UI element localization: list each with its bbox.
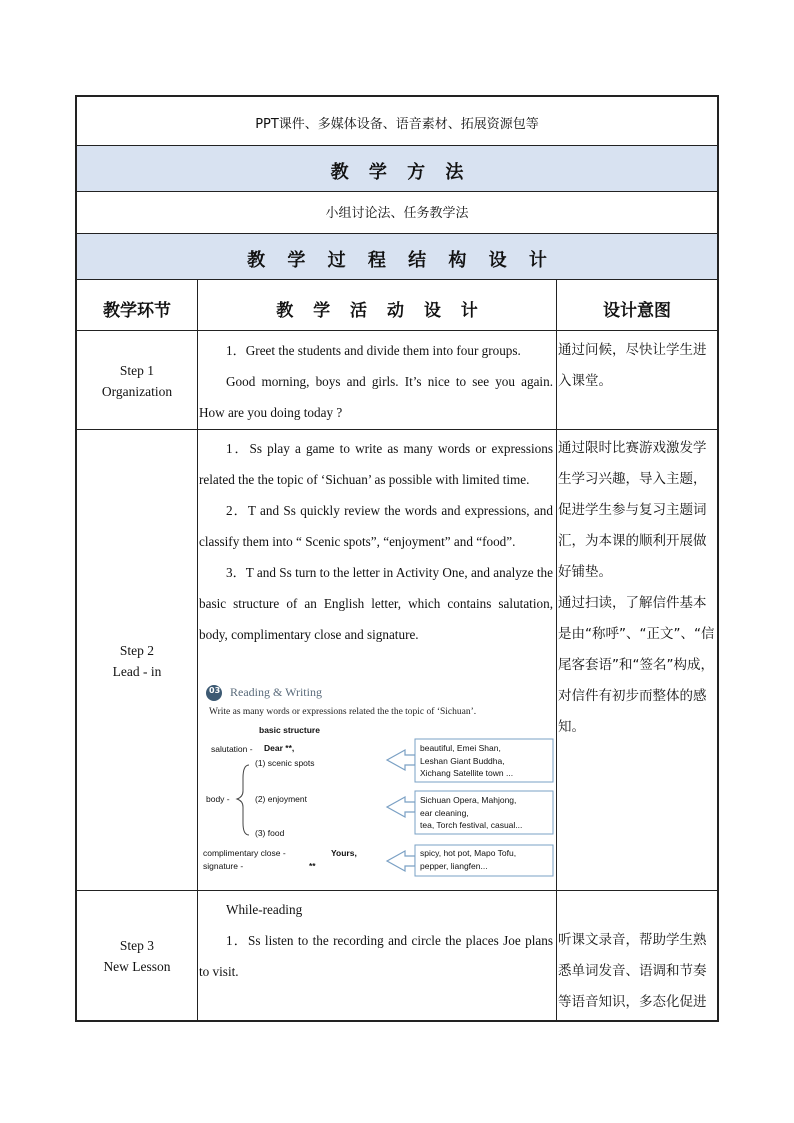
divider	[75, 191, 719, 192]
methods-text: 小组讨论法、任务教学法	[325, 206, 469, 221]
table-top-border	[75, 95, 719, 97]
activity-paragraph: 3．T and Ss turn to the letter in Activity One, and analyze the basic structure of an English letter, which contains salutation, body, complimentary close and signature.	[199, 565, 553, 642]
activity-paragraph: 1．Ss listen to the recording and circle the places Joe plans to visit.	[199, 933, 553, 979]
activity-paragraph: Good morning, boys and girls. It’s nice to see you again. How are you doing today ?	[199, 374, 553, 420]
close-label: complimentary close -	[203, 848, 286, 858]
table-right-border	[717, 95, 719, 1022]
step-name: Lead - in	[112, 664, 162, 679]
column-divider	[197, 279, 198, 1022]
step-3-activity	[199, 894, 553, 987]
step-1-activity	[199, 335, 553, 428]
activity-paragraph: 2．T and Ss quickly review the words and expressions, and classify them into “ Scenic spots”, “enjoyment” and “food”.	[199, 503, 553, 549]
activity-paragraph: 1．Greet the students and divide them into four groups.	[226, 343, 521, 358]
body-item: (3) food	[255, 828, 285, 838]
intent-paragraph: 通过限时比赛游戏激发学生学习兴趣，导入主题，促进学生参与复习主题词汇，为本课的顺利开展做好铺垫。	[558, 440, 707, 580]
arrow-icon	[387, 797, 415, 817]
example-box-text	[420, 742, 513, 780]
body-item: (1) scenic spots	[255, 758, 315, 768]
body-label: body -	[206, 794, 230, 804]
example-box-text	[420, 794, 522, 832]
signature-value: **	[309, 861, 316, 871]
example-line: beautiful, Emei Shan,	[420, 743, 501, 753]
slide-instruction: Write as many words or expressions related the the topic of ‘Sichuan’.	[209, 707, 477, 717]
divider	[75, 890, 719, 891]
example-line: ear cleaning,	[420, 807, 469, 818]
example-line: Leshan Giant Buddha,	[420, 755, 505, 766]
intent-paragraph: 通过扫读，了解信件基本是由“称呼”、“正文”、“信尾客套语”和“签名”构成，对信件有初步而整体的感知。	[558, 595, 715, 735]
table-left-border	[75, 95, 77, 1022]
divider	[75, 429, 719, 430]
column-divider	[556, 279, 557, 1022]
structure-heading: basic structure	[259, 725, 320, 735]
activity-paragraph: 1．Ss play a game to write as many words or expressions related the the topic of ‘Sichuan’ as possible with limited time.	[199, 441, 553, 487]
slide-title: Reading & Writing	[230, 685, 322, 699]
salutation-label: salutation -	[211, 744, 253, 754]
signature-label: signature -	[203, 861, 244, 871]
example-line: tea, Torch festival, casual...	[420, 820, 523, 830]
divider	[75, 279, 719, 280]
step-2-intent	[558, 433, 717, 743]
process-header: 教 学 过 程 结 构 设 计	[247, 250, 547, 271]
reading-writing-slide	[199, 683, 555, 886]
close-value: Yours,	[331, 848, 357, 858]
step-number: Step 1	[119, 363, 155, 378]
column-header-step: 教学环节	[103, 301, 171, 321]
example-line: pepper, liangfen...	[420, 860, 488, 871]
salutation-value: Dear **,	[264, 743, 295, 753]
badge-number: 03	[209, 686, 221, 695]
step-1-cell	[77, 360, 197, 402]
example-box-text	[420, 847, 516, 872]
step-name: New Lesson	[103, 959, 171, 974]
step-number: Step 3	[119, 938, 155, 953]
example-line: spicy, hot pot, Mapo Tofu,	[420, 848, 517, 858]
step-2-cell	[77, 640, 197, 682]
step-3-intent: 听课文录音，帮助学生熟悉单词发音、语调和节奏等语音知识，多态化促进	[558, 932, 707, 1010]
body-item: (2) enjoyment	[255, 794, 307, 804]
step-3-cell	[77, 935, 197, 977]
method-header: 教 学 方 法	[330, 162, 464, 183]
divider	[75, 330, 719, 331]
step-1-intent: 通过问候，尽快让学生进入课堂。	[558, 342, 707, 389]
arrow-icon	[387, 851, 415, 871]
step-2-activity	[199, 433, 553, 650]
resources-text: PPT课件、多媒体设备、语音素材、拓展资源包等	[255, 117, 539, 132]
step-name: Organization	[101, 384, 173, 399]
table-bottom-border	[75, 1020, 719, 1022]
step-number: Step 2	[119, 643, 155, 658]
column-header-intent: 设计意图	[603, 301, 671, 321]
arrow-icon	[387, 750, 415, 770]
body-brace	[237, 765, 249, 835]
example-line: Sichuan Opera, Mahjong,	[420, 795, 517, 805]
example-line: Xichang Satellite town ...	[420, 768, 514, 778]
activity-subtitle: While-reading	[226, 902, 303, 917]
column-header-activity: 教 学 活 动 设 计	[276, 301, 478, 321]
